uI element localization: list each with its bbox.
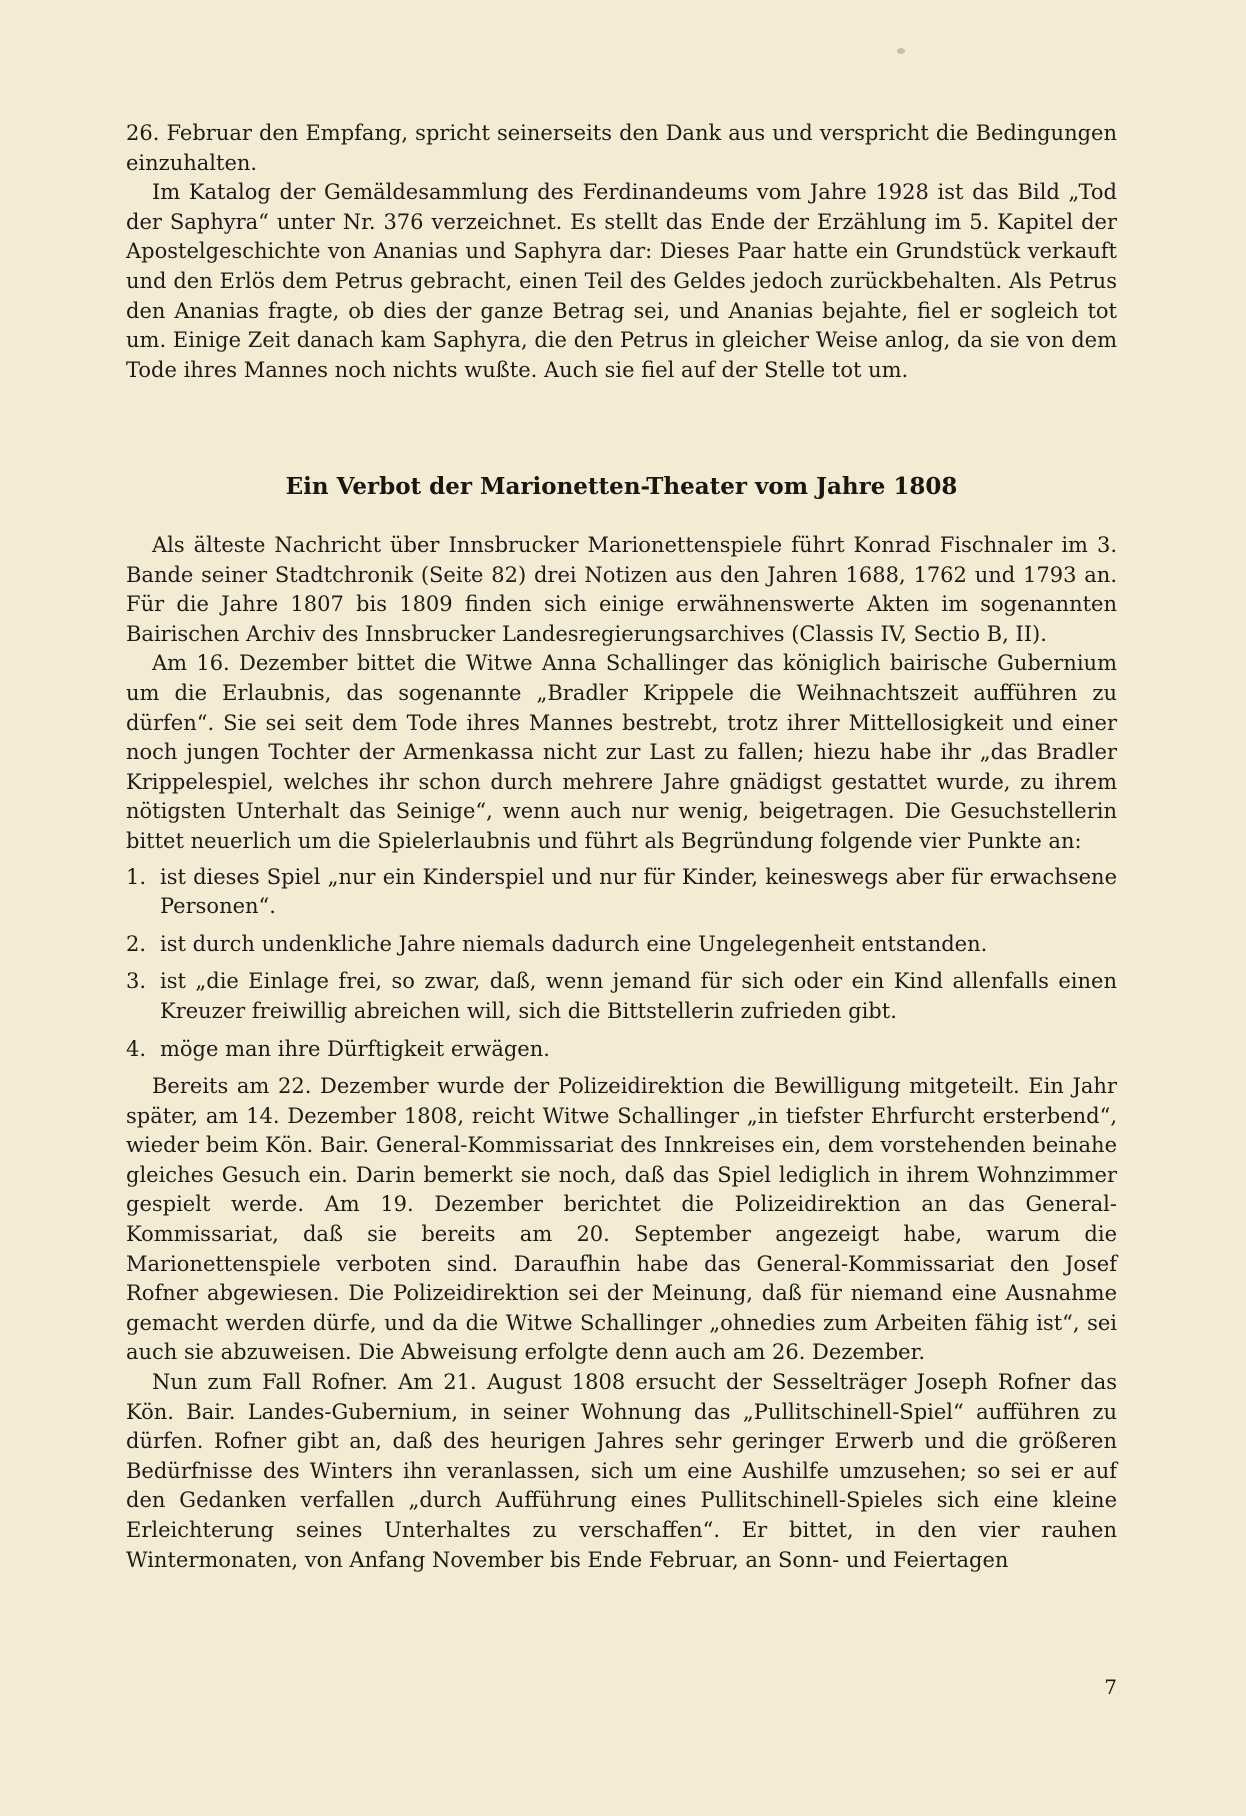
section-paragraph-1: Als älteste Nachricht über Innsbrucker Marionettenspiele führt Konrad Fischnaler im 3. Bande seiner Stadtchronik (Seite 82) drei Notizen aus den Jahren 1688, 1762 und 1793 an. Für die Jahre 1807 bis 1809 finden sich einige erwähnenswerte Akten im sogenannten Bairischen Archiv des Innsbrucker Landesregierungsarchives (Classis IV, Sectio B, II). <box>126 533 1117 646</box>
page-number: 7 <box>1104 1675 1117 1699</box>
list-item-text: ist „die Einlage frei, so zwar, daß, wenn jemand für sich oder ein Kind allenfalls einen Kreuzer freiwillig abreichen will, sich die Bittstellerin zufrieden gibt. <box>160 969 1117 1023</box>
intro-paragraph-2: Im Katalog der Gemäldesammlung des Ferdinandeums vom Jahre 1928 ist das Bild „Tod der Saphyra“ unter Nr. 376 verzeichnet. Es stellt das Ende der Erzählung im 5. Kapitel der Apostelgeschichte von Ananias und Saphyra dar: Dieses Paar hatte ein Grundstück verkauft und den Erlös dem Petrus gebracht, einen Teil des Geldes jedoch zurückbehalten. Als Petrus den Ananias fragte, ob dies der ganze Betrag sei, und Ananias bejahte, fiel er sogleich tot um. Einige Zeit danach kam Saphyra, die den Petrus in gleicher Weise anlog, da sie von dem Tode ihres Mannes noch nichts wußte. Auch sie fiel auf der Stelle tot um. <box>126 180 1117 382</box>
reasons-list <box>126 863 1117 1065</box>
section-paragraph-4: Nun zum Fall Rofner. Am 21. August 1808 ersucht der Sesselträger Joseph Rofner das Kön. Bair. Landes-Gubernium, in seiner Wohnung das „Pullitschinell-Spiel“ aufführen zu dürfen. Rofner gibt an, daß des heurigen Jahres sehr geringer Erwerb und die größeren Bedürfnisse des Winters ihn veranlassen, sich um eine Aushilfe umzusehen; so sei er auf den Gedanken verfallen „durch Aufführung eines Pullitschinell-Spieles sich eine kleine Erleichterung seines Unterhaltes zu verschaffen“. Er bittet, in den vier rauhen Wintermonaten, von Anfang November bis Ende Februar, an Sonn- und Feiertagen <box>126 1370 1117 1572</box>
list-item <box>126 863 1117 922</box>
list-item-text: möge man ihre Dürftigkeit erwägen. <box>160 1036 550 1061</box>
section-text <box>126 531 1117 1575</box>
section-heading: Ein Verbot der Marionetten-Theater vom Jahre 1808 <box>285 473 958 500</box>
list-item-number: 2. <box>126 931 147 956</box>
list-item-text: ist dieses Spiel „nur ein Kinderspiel und nur für Kinder, keineswegs aber für erwachsene Personen“. <box>160 864 1117 919</box>
paper-speck <box>897 48 905 54</box>
list-item-number: 4. <box>126 1036 147 1061</box>
list-item-number: 1. <box>126 864 147 889</box>
intro-paragraph-1: 26. Februar den Empfang, spricht seinerseits den Dank aus und verspricht die Bedingungen einzuhalten. <box>126 121 1117 175</box>
list-item <box>126 930 1117 960</box>
section-paragraph-2: Am 16. Dezember bittet die Witwe Anna Schallinger das königlich bairische Gubernium um die Erlaubnis, das sogenannte „Bradler Krippele die Weihnachtszeit aufführen zu dürfen“. Sie sei seit dem Tode ihres Mannes bestrebt, trotz ihrer Mittellosigkeit und einer noch jungen Tochter der Armenkassa nicht zur Last zu fallen; hiezu habe ihr „das Bradler Krippelespiel, welches ihr schon durch mehrere Jahre gnädigst gestattet wurde, zu ihrem nötigsten Unterhalt das Seinige“, wenn auch nur wenig, beigetragen. Die Gesuchstellerin bittet neuerlich um die Spielerlaubnis und führt als Begründung folgende vier Punkte an: <box>126 651 1117 853</box>
list-item-text: ist durch undenkliche Jahre niemals dadurch eine Ungelegenheit entstanden. <box>160 931 988 956</box>
list-item <box>126 1035 1117 1065</box>
list-item <box>126 967 1117 1026</box>
intro-text <box>126 119 1117 385</box>
section-paragraph-3: Bereits am 22. Dezember wurde der Polizeidirektion die Bewilligung mitgeteilt. Ein Jahr später, am 14. Dezember 1808, reicht Witwe Schallinger „in tiefster Ehrfurcht ersterbend“, wieder beim Kön. Bair. General-Kommissariat des Innkreises ein, dem vorstehenden beinahe gleiches Gesuch ein. Darin bemerkt sie noch, daß das Spiel lediglich in ihrem Wohnzimmer gespielt werde. Am 19. Dezember berichtet die Polizeidirektion an das General-Kommissariat, daß sie bereits am 20. September angezeigt habe, warum die Marionettenspiele verboten sind. Daraufhin habe das General-Kommissariat den Josef Rofner abgewiesen. Die Polizeidirektion sei der Meinung, daß für niemand eine Ausnahme gemacht werden dürfe, und da die Witwe Schallinger „ohnedies zum Arbeiten fähig ist“, sei auch sie abzuweisen. Die Abweisung erfolgte denn auch am 26. Dezember. <box>126 1074 1117 1365</box>
list-item-number: 3. <box>126 969 147 994</box>
